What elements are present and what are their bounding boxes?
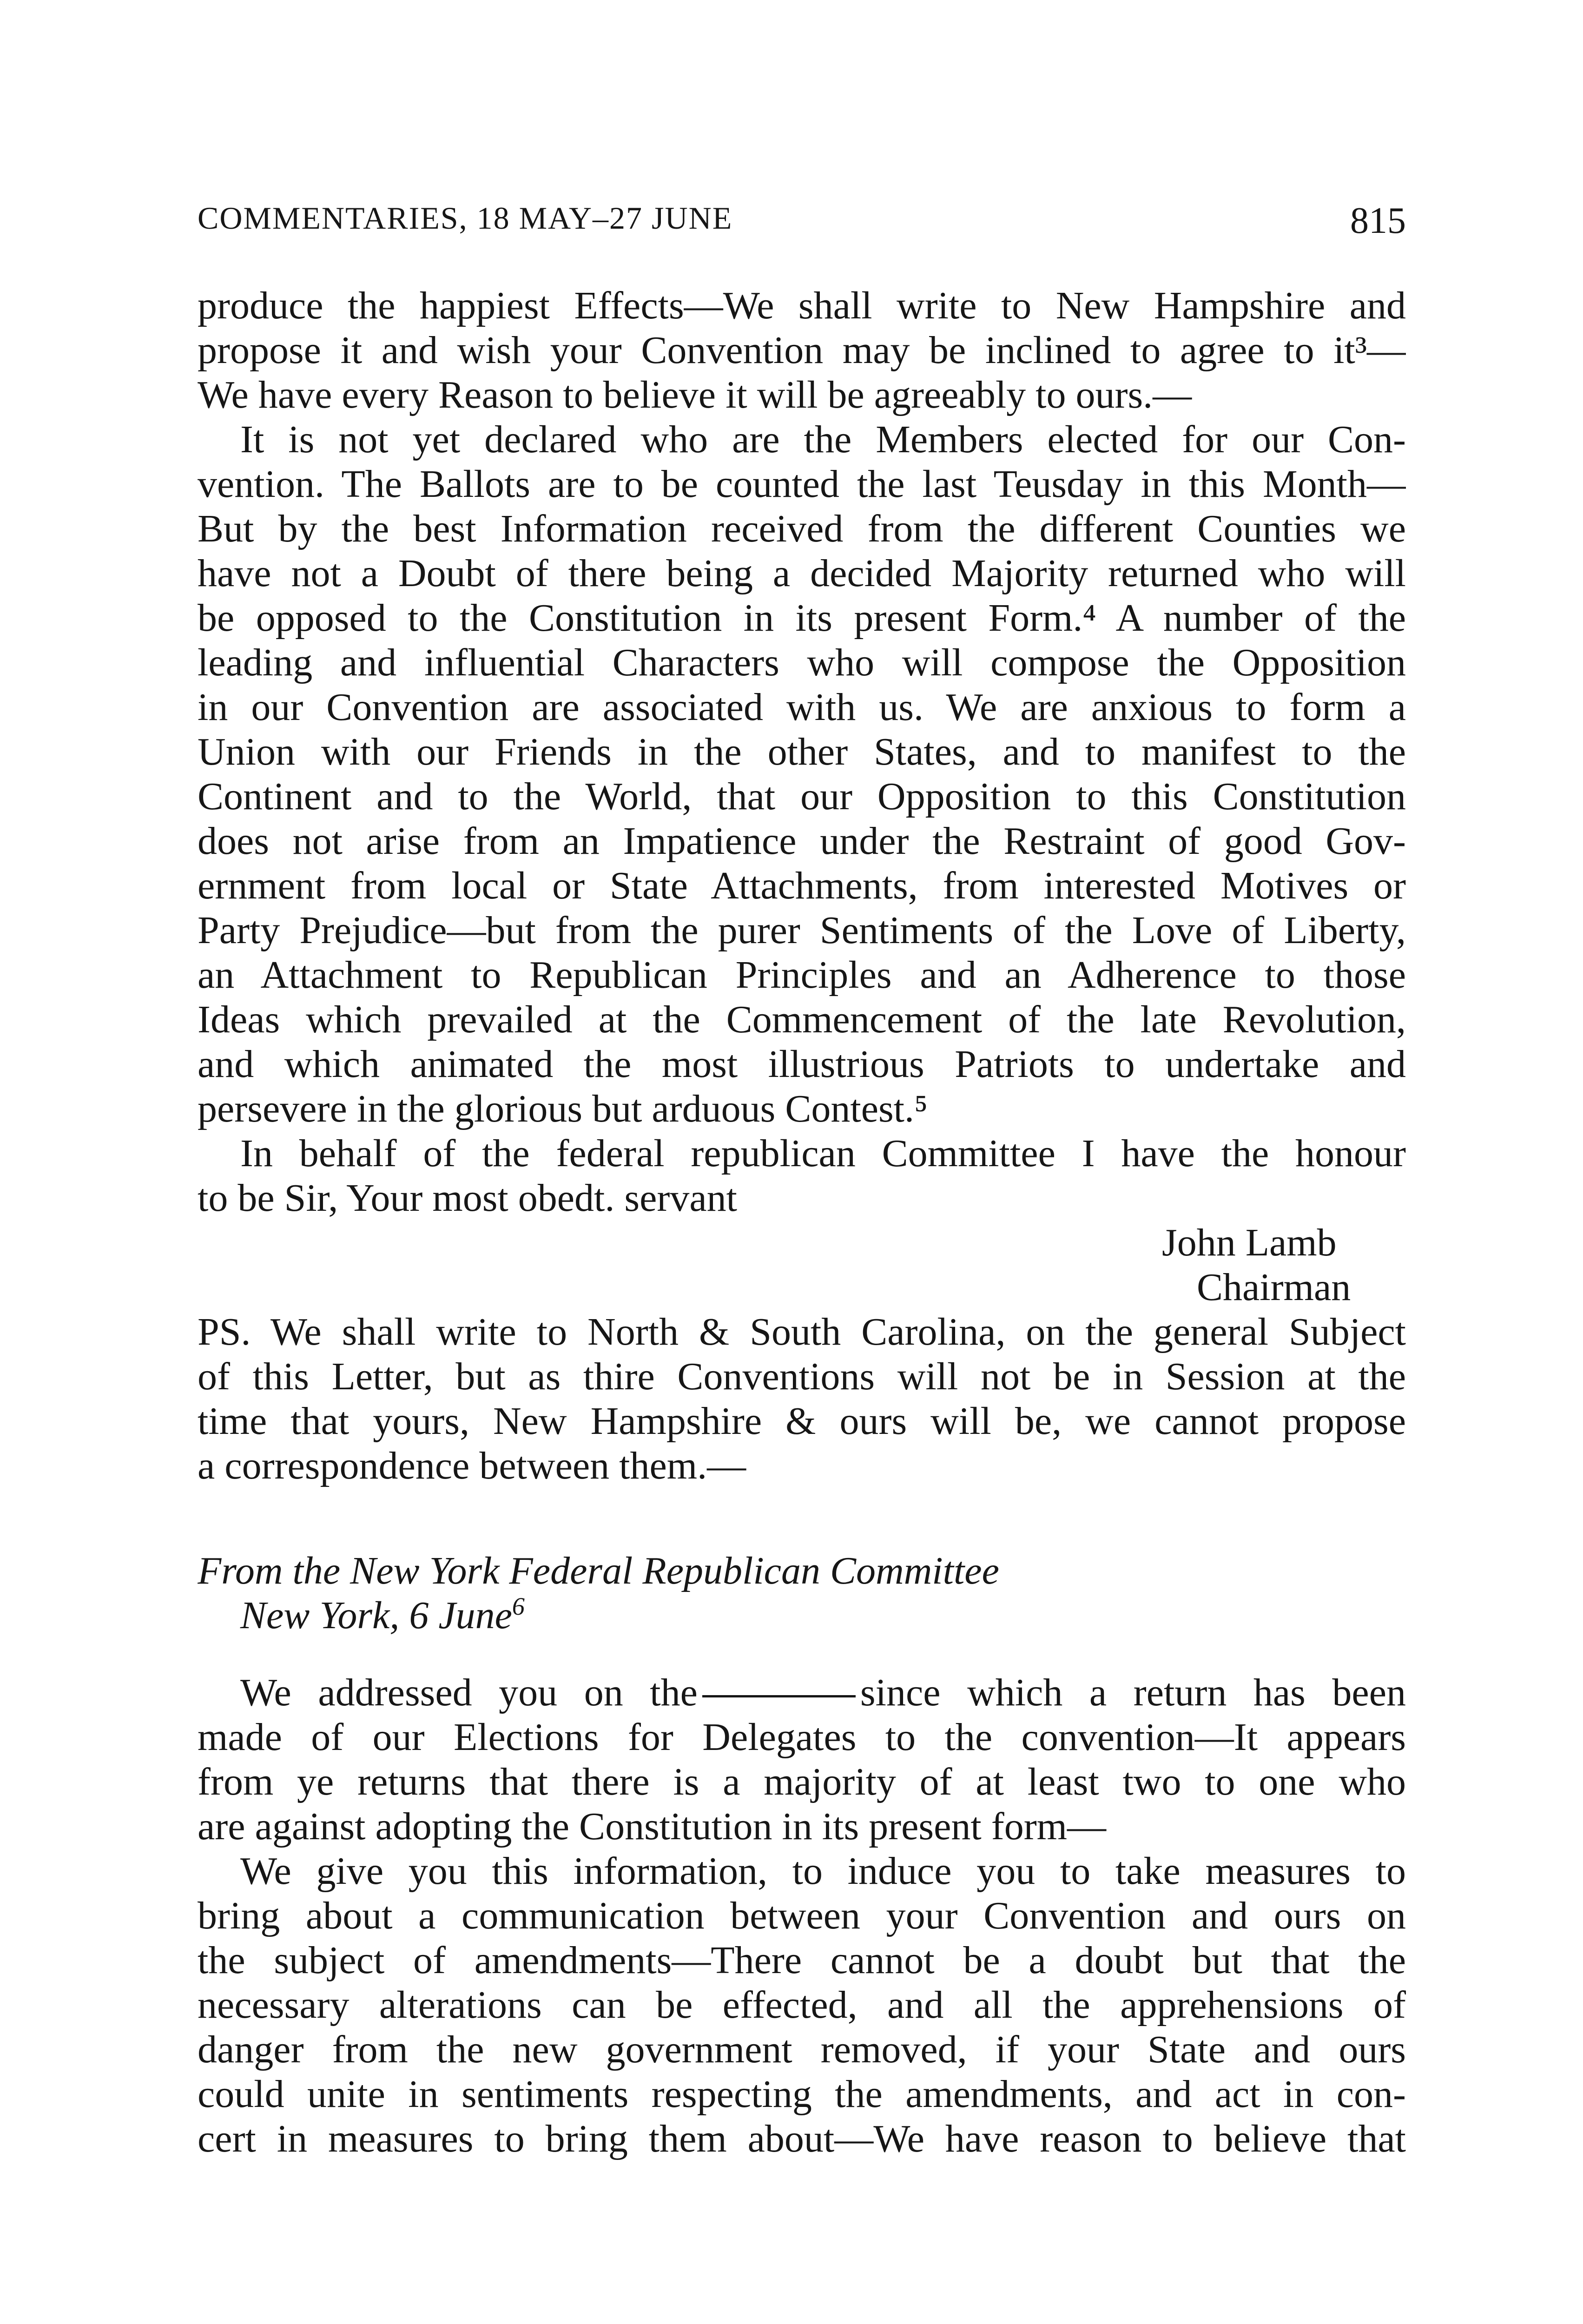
blank-date-rule [702, 1695, 856, 1697]
text-line: We give you this information, to induce you to take measures to [240, 1849, 1406, 1893]
body-text [198, 284, 1406, 2161]
text-line: In behalf of the federal republican Committee I have the honour [240, 1132, 1406, 1175]
text-line: cert in measures to bring them about—We have reason to believe that [198, 2117, 1406, 2160]
text-line: produce the happiest Effects—We shall write to New Hampshire and [198, 284, 1406, 327]
text-line: But by the best Information received from the different Counties we [198, 507, 1406, 550]
text-line: and which animated the most illustrious Patriots to undertake and [198, 1043, 1406, 1086]
text-line: Union with our Friends in the other States, and to manifest to the [198, 730, 1406, 773]
postscript-line: PS. We shall write to North & South Carolina, on the general Subject [198, 1310, 1406, 1353]
text-line: be opposed to the Constitution in its present Form.⁴ A number of the [198, 596, 1406, 640]
first-line-end: since which a return has been [860, 1671, 1406, 1714]
text-line: ernment from local or State Attachments, from interested Motives or [198, 864, 1406, 907]
text-line: danger from the new government removed, if your State and ours [198, 2028, 1406, 2071]
letter-dateline [198, 1593, 1406, 1638]
dateline-text: New York, 6 June [240, 1594, 512, 1637]
text-line: an Attachment to Republican Principles and an Adherence to those [198, 953, 1406, 997]
first-line-start: We addressed you on the [240, 1671, 698, 1714]
text-line: does not arise from an Impatience under the Restraint of good Gov- [198, 819, 1406, 863]
page-header [198, 200, 1406, 251]
text-line: persevere in the glorious but arduous Contest.⁵ [198, 1087, 928, 1130]
section-gap [198, 1488, 1406, 1549]
text-line: are against adopting the Constitution in its present form— [198, 1805, 1107, 1848]
text-line: to be Sir, Your most obedt. servant [198, 1176, 737, 1220]
text-line: vention. The Ballots are to be counted the last Teusday in this Month— [198, 462, 1406, 506]
text-line: could unite in sentiments respecting the amendments, and act in con- [198, 2073, 1406, 2116]
text-line: propose it and wish your Convention may be inclined to agree to it³— [198, 329, 1406, 372]
section-gap [198, 1638, 1406, 1670]
text-line: Continent and to the World, that our Opposition to this Constitution [198, 775, 1406, 818]
signature-title: Chairman [1197, 1266, 1351, 1309]
letter-lamb [198, 284, 1406, 1488]
text-line [198, 1670, 1406, 1715]
signature-name: John Lamb [1162, 1221, 1337, 1264]
text-line: from ye returns that there is a majority of at least two to one who [198, 1760, 1406, 1803]
text-line: We have every Reason to believe it will be agreeably to ours.— [198, 373, 1192, 416]
text-line: made of our Elections for Delegates to the convention—It appears [198, 1716, 1406, 1759]
text-line: the subject of amendments—There cannot be a doubt but that the [198, 1939, 1406, 1982]
postscript-line: time that yours, New Hampshire & ours will be, we cannot propose [198, 1400, 1406, 1443]
text-line: Party Prejudice—but from the purer Sentiments of the Love of Liberty, [198, 909, 1406, 952]
letter-committee [198, 1549, 1406, 2161]
running-head: COMMENTARIES, 18 MAY–27 JUNE [198, 200, 733, 236]
letter-heading: From the New York Federal Republican Committee [198, 1549, 999, 1592]
text-line: in our Convention are associated with us. We are anxious to form a [198, 686, 1406, 729]
dateline-note-ref: 6 [512, 1593, 525, 1620]
text-line: have not a Doubt of there being a decided Majority returned who will [198, 552, 1406, 595]
page-number: 815 [1350, 200, 1406, 241]
text-line: It is not yet declared who are the Members elected for our Con- [240, 418, 1406, 461]
postscript-line: of this Letter, but as thire Conventions will not be in Session at the [198, 1355, 1406, 1398]
postscript-line: a correspondence between them.— [198, 1444, 746, 1487]
text-line: necessary alterations can be effected, and all the apprehensions of [198, 1983, 1406, 2027]
text-line: leading and influential Characters who will compose the Opposition [198, 641, 1406, 684]
text-line: bring about a communication between your Convention and ours on [198, 1894, 1406, 1937]
text-line: Ideas which prevailed at the Commencement of the late Revolution, [198, 998, 1406, 1041]
